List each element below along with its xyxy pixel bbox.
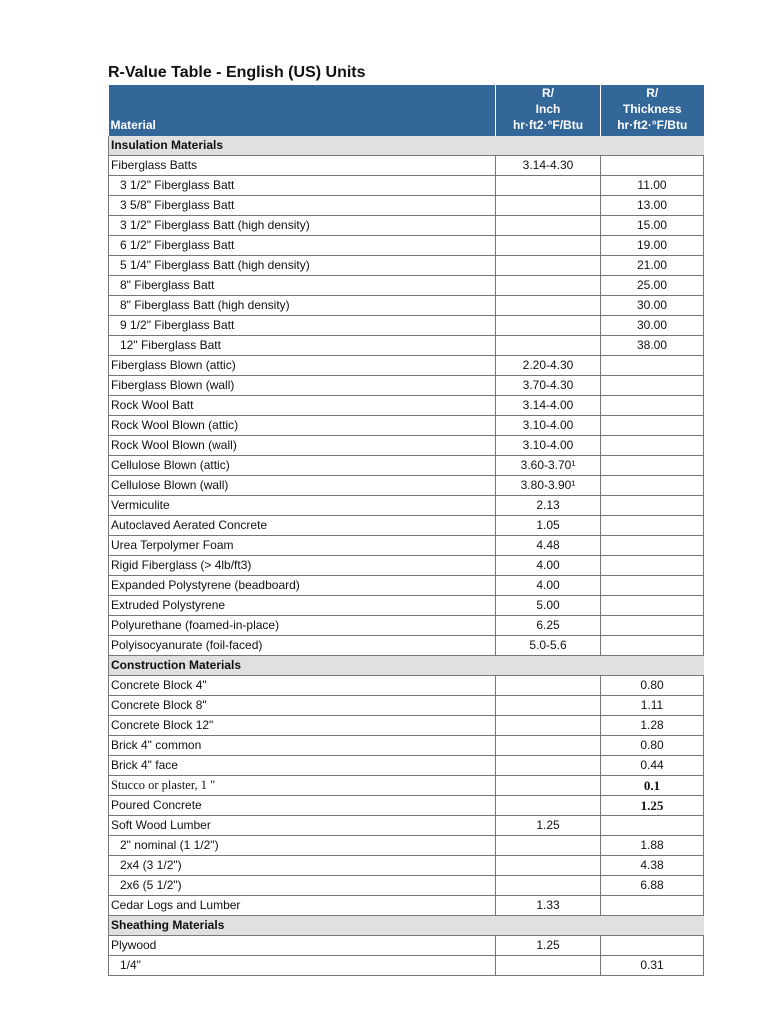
table-header: [109, 85, 704, 136]
material-cell: 2x4 (3 1/2"): [109, 856, 496, 876]
r-per-inch-header-units: hr·ft2·°F/Btu: [512, 118, 584, 132]
table-row: [109, 636, 704, 656]
r-per-inch-cell: 4.00: [496, 556, 601, 576]
table-row: [109, 336, 704, 356]
r-per-inch-cell: [496, 836, 601, 856]
table-row: [109, 676, 704, 696]
r-per-thickness-cell: 25.00: [601, 276, 704, 296]
table-row: [109, 196, 704, 216]
table-row: [109, 816, 704, 836]
material-cell: Soft Wood Lumber: [109, 816, 496, 836]
r-per-inch-cell: [496, 316, 601, 336]
r-per-thickness-cell: [601, 636, 704, 656]
table-row: [109, 476, 704, 496]
section-header-row: [109, 916, 704, 936]
r-per-thickness-header-line-1: R/: [646, 86, 659, 100]
r-per-inch-cell: 4.00: [496, 576, 601, 596]
table-row: [109, 256, 704, 276]
r-per-inch-cell: 3.80-3.90¹: [496, 476, 601, 496]
r-per-inch-cell: [496, 956, 601, 976]
material-cell: 8" Fiberglass Batt (high density): [109, 296, 496, 316]
material-cell: Rigid Fiberglass (> 4lb/ft3): [109, 556, 496, 576]
r-per-inch-cell: [496, 276, 601, 296]
r-per-thickness-cell: [601, 816, 704, 836]
r-per-thickness-column-header: [601, 85, 704, 136]
r-per-thickness-cell: 30.00: [601, 296, 704, 316]
r-per-thickness-cell: 1.25: [601, 796, 704, 816]
r-per-inch-cell: 3.70-4.30: [496, 376, 601, 396]
material-cell: Cedar Logs and Lumber: [109, 896, 496, 916]
table-row: [109, 436, 704, 456]
r-per-inch-cell: [496, 256, 601, 276]
r-per-inch-cell: [496, 796, 601, 816]
r-per-thickness-cell: [601, 496, 704, 516]
r-per-thickness-cell: [601, 896, 704, 916]
r-per-thickness-cell: 0.1: [601, 776, 704, 796]
r-per-thickness-cell: 0.80: [601, 676, 704, 696]
material-cell: 12" Fiberglass Batt: [109, 336, 496, 356]
table-row: [109, 716, 704, 736]
table-row: [109, 456, 704, 476]
table-row: [109, 896, 704, 916]
r-per-inch-cell: 3.10-4.00: [496, 436, 601, 456]
table-row: [109, 936, 704, 956]
r-per-thickness-cell: [601, 596, 704, 616]
r-per-thickness-cell: [601, 616, 704, 636]
r-per-inch-header-line-1: R/: [542, 86, 554, 100]
material-column-header: Material: [109, 85, 496, 136]
r-per-inch-cell: [496, 196, 601, 216]
material-cell: Polyurethane (foamed-in-place): [109, 616, 496, 636]
r-per-inch-header-line-2: Inch: [535, 102, 561, 116]
r-per-inch-cell: 3.14-4.30: [496, 156, 601, 176]
r-per-inch-cell: 5.0-5.6: [496, 636, 601, 656]
table-row: [109, 856, 704, 876]
material-cell: Rock Wool Batt: [109, 396, 496, 416]
r-per-inch-cell: [496, 776, 601, 796]
r-per-inch-column-header: [496, 85, 601, 136]
material-cell: Expanded Polystyrene (beadboard): [109, 576, 496, 596]
r-per-thickness-cell: 4.38: [601, 856, 704, 876]
material-cell: 9 1/2" Fiberglass Batt: [109, 316, 496, 336]
r-per-inch-cell: [496, 296, 601, 316]
r-per-thickness-cell: 38.00: [601, 336, 704, 356]
section-title: Sheathing Materials: [109, 916, 704, 936]
material-cell: 3 5/8" Fiberglass Batt: [109, 196, 496, 216]
material-cell: Poured Concrete: [109, 796, 496, 816]
table-row: [109, 756, 704, 776]
r-per-inch-cell: [496, 216, 601, 236]
table-row: [109, 496, 704, 516]
table-row: [109, 276, 704, 296]
r-per-thickness-header-line-2: Thickness: [622, 102, 682, 116]
r-per-inch-cell: 3.60-3.70¹: [496, 456, 601, 476]
r-per-inch-cell: 1.25: [496, 816, 601, 836]
material-cell: Rock Wool Blown (wall): [109, 436, 496, 456]
table-row: [109, 376, 704, 396]
material-cell: 2" nominal (1 1/2"): [109, 836, 496, 856]
r-per-thickness-cell: [601, 936, 704, 956]
r-per-inch-cell: [496, 676, 601, 696]
material-cell: Polyisocyanurate (foil-faced): [109, 636, 496, 656]
r-per-inch-cell: [496, 236, 601, 256]
r-per-thickness-cell: [601, 156, 704, 176]
r-per-inch-cell: [496, 856, 601, 876]
r-per-inch-cell: [496, 876, 601, 896]
table-row: [109, 596, 704, 616]
material-cell: Rock Wool Blown (attic): [109, 416, 496, 436]
r-per-thickness-header-units: hr·ft2·°F/Btu: [617, 118, 688, 132]
material-cell: 1/4": [109, 956, 496, 976]
r-per-thickness-cell: 1.11: [601, 696, 704, 716]
material-cell: Fiberglass Blown (attic): [109, 356, 496, 376]
material-cell: Concrete Block 12": [109, 716, 496, 736]
r-per-inch-cell: 5.00: [496, 596, 601, 616]
table-row: [109, 356, 704, 376]
section-header-row: [109, 136, 704, 156]
r-per-inch-cell: [496, 176, 601, 196]
material-cell: Autoclaved Aerated Concrete: [109, 516, 496, 536]
table-row: [109, 876, 704, 896]
section-title: Construction Materials: [109, 656, 704, 676]
r-per-inch-cell: 1.05: [496, 516, 601, 536]
table-row: [109, 696, 704, 716]
table-row: [109, 536, 704, 556]
section-header-row: [109, 656, 704, 676]
table-body: [109, 136, 704, 976]
r-per-inch-cell: [496, 716, 601, 736]
table-row: [109, 956, 704, 976]
r-per-thickness-cell: 30.00: [601, 316, 704, 336]
r-per-thickness-cell: [601, 396, 704, 416]
r-per-thickness-cell: 1.28: [601, 716, 704, 736]
r-per-thickness-cell: [601, 356, 704, 376]
table-row: [109, 776, 704, 796]
material-cell: 2x6 (5 1/2"): [109, 876, 496, 896]
material-cell: Extruded Polystyrene: [109, 596, 496, 616]
material-cell: Plywood: [109, 936, 496, 956]
material-cell: 3 1/2" Fiberglass Batt (high density): [109, 216, 496, 236]
r-value-table: [108, 85, 704, 976]
r-per-thickness-cell: [601, 576, 704, 596]
material-cell: Vermiculite: [109, 496, 496, 516]
material-cell: Brick 4" face: [109, 756, 496, 776]
table-row: [109, 616, 704, 636]
material-cell: Cellulose Blown (attic): [109, 456, 496, 476]
r-per-thickness-cell: [601, 416, 704, 436]
material-cell: Stucco or plaster, 1 ": [109, 776, 496, 796]
material-cell: 3 1/2" Fiberglass Batt: [109, 176, 496, 196]
r-per-inch-cell: [496, 336, 601, 356]
table-row: [109, 576, 704, 596]
r-per-inch-cell: 4.48: [496, 536, 601, 556]
section-title: Insulation Materials: [109, 136, 704, 156]
r-per-thickness-cell: [601, 556, 704, 576]
material-cell: Fiberglass Blown (wall): [109, 376, 496, 396]
r-per-thickness-cell: [601, 376, 704, 396]
r-per-inch-cell: 3.10-4.00: [496, 416, 601, 436]
table-row: [109, 416, 704, 436]
r-per-thickness-cell: 0.80: [601, 736, 704, 756]
material-cell: Fiberglass Batts: [109, 156, 496, 176]
table-row: [109, 736, 704, 756]
table-row: [109, 556, 704, 576]
table-row: [109, 296, 704, 316]
table-row: [109, 176, 704, 196]
r-per-thickness-cell: [601, 456, 704, 476]
material-cell: 6 1/2" Fiberglass Batt: [109, 236, 496, 256]
r-per-thickness-cell: 13.00: [601, 196, 704, 216]
r-per-inch-cell: 1.33: [496, 896, 601, 916]
r-per-inch-cell: [496, 756, 601, 776]
table-row: [109, 316, 704, 336]
r-per-inch-cell: 2.13: [496, 496, 601, 516]
r-per-thickness-cell: 15.00: [601, 216, 704, 236]
material-cell: Cellulose Blown (wall): [109, 476, 496, 496]
r-per-inch-cell: 3.14-4.00: [496, 396, 601, 416]
r-per-inch-cell: 2.20-4.30: [496, 356, 601, 376]
material-cell: Concrete Block 8": [109, 696, 496, 716]
material-cell: Concrete Block 4": [109, 676, 496, 696]
r-per-thickness-cell: 0.31: [601, 956, 704, 976]
material-cell: 8" Fiberglass Batt: [109, 276, 496, 296]
r-per-thickness-cell: 0.44: [601, 756, 704, 776]
r-per-thickness-cell: [601, 436, 704, 456]
r-per-thickness-cell: 6.88: [601, 876, 704, 896]
material-cell: Brick 4" common: [109, 736, 496, 756]
r-per-inch-cell: 6.25: [496, 616, 601, 636]
r-per-thickness-cell: 21.00: [601, 256, 704, 276]
r-per-thickness-cell: [601, 536, 704, 556]
r-per-thickness-cell: 1.88: [601, 836, 704, 856]
page-title: R-Value Table - English (US) Units: [108, 64, 366, 81]
table-row: [109, 236, 704, 256]
table-row: [109, 796, 704, 816]
table-row: [109, 396, 704, 416]
r-per-thickness-cell: 19.00: [601, 236, 704, 256]
table-row: [109, 156, 704, 176]
table-row: [109, 836, 704, 856]
material-cell: Urea Terpolymer Foam: [109, 536, 496, 556]
r-per-thickness-cell: [601, 516, 704, 536]
material-cell: 5 1/4" Fiberglass Batt (high density): [109, 256, 496, 276]
r-per-inch-cell: [496, 736, 601, 756]
r-per-inch-cell: [496, 696, 601, 716]
table-row: [109, 216, 704, 236]
r-per-inch-cell: 1.25: [496, 936, 601, 956]
table-row: [109, 516, 704, 536]
r-per-thickness-cell: 11.00: [601, 176, 704, 196]
r-per-thickness-cell: [601, 476, 704, 496]
